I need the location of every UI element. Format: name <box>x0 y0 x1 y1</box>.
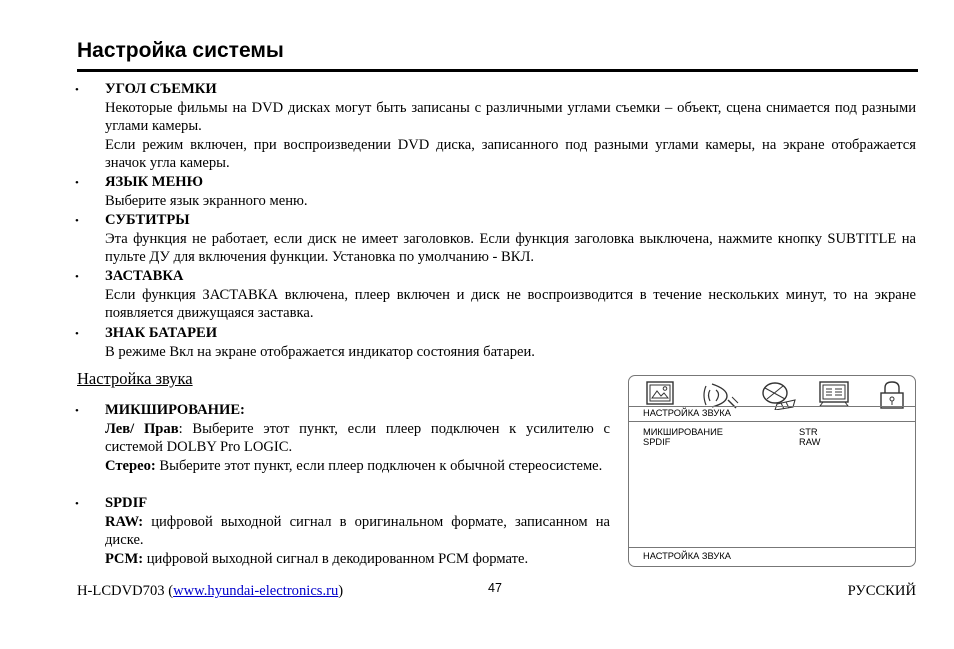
item-heading: СУБТИТРЫ <box>105 212 190 228</box>
bullet: • <box>75 328 79 340</box>
footer-model <box>77 582 343 600</box>
list-item <box>75 173 916 210</box>
page-number: 47 <box>488 581 502 595</box>
lock-icon <box>877 380 907 415</box>
item-heading: ЗАСТАВКА <box>105 268 184 284</box>
osd-row-value: STR <box>799 427 818 437</box>
option-label: PCM: <box>105 550 144 567</box>
item-text <box>105 550 610 569</box>
option-label: RAW: <box>105 513 144 530</box>
osd-row-label: МИКШИРОВАНИЕ <box>643 427 723 437</box>
item-text: Выберите язык экранного меню. <box>105 192 308 209</box>
list-item <box>75 494 610 568</box>
bullet: • <box>75 84 79 96</box>
item-text: Если функция ЗАСТАВКА включена, плеер включен и диск не воспроизводится в течение нескольких минут, то на экране появляется движущаяся заставка. <box>105 286 916 322</box>
item-heading: SPDIF <box>105 495 148 511</box>
option-text: : Выберите этот пункт, если плеер подключен к усилителю с системой DOLBY Pro LOGIC. <box>105 420 610 456</box>
page-title: Настройка системы <box>77 39 284 62</box>
item-heading: ЯЗЫК МЕНЮ <box>105 174 204 190</box>
item-heading: ЗНАК БАТАРЕИ <box>105 325 218 341</box>
list-item <box>75 324 916 361</box>
item-text: Если режим включен, при воспроизведении DVD диска, записанного под разными углами камеры, на экране отображается значок угла камеры. <box>105 136 916 172</box>
website-link[interactable]: www.hyundai-electronics.ru <box>173 583 339 599</box>
option-label: Стерео: <box>105 457 156 474</box>
option-text: цифровой выходной сигнал в декодированном PCM формате. <box>143 550 529 567</box>
osd-divider <box>629 406 915 407</box>
list-item <box>75 80 916 173</box>
item-text: В режиме Вкл на экране отображается индикатор состояния батареи. <box>105 343 535 360</box>
footer-language: РУССКИЙ <box>847 583 916 599</box>
item-heading: УГОЛ СЪЕМКИ <box>105 81 217 97</box>
language-icon <box>817 380 853 413</box>
osd-divider <box>629 547 915 548</box>
osd-footer: НАСТРОЙКА ЗВУКА <box>643 551 731 561</box>
option-label: Лев/ Прав <box>105 420 179 437</box>
list-item <box>75 267 916 323</box>
audio-section-title: Настройка звука <box>77 369 193 388</box>
option-text: цифровой выходной сигнал в оригинальном формате, записанном на диске. <box>105 513 610 549</box>
bullet: • <box>75 177 79 189</box>
list-item <box>75 211 916 267</box>
bullet: • <box>75 215 79 227</box>
osd-row-value: RAW <box>799 437 821 447</box>
disc-icon <box>759 380 797 415</box>
model-name: H-LCDVD703 ( <box>77 583 174 599</box>
option-text: Выберите этот пункт, если плеер подключен к обычной стереосистеме. <box>155 457 603 474</box>
item-text <box>105 513 610 550</box>
item-text <box>105 420 610 457</box>
item-heading: МИКШИРОВАНИЕ: <box>105 402 245 418</box>
title-underline <box>77 69 918 72</box>
bullet: • <box>75 405 79 417</box>
model-name-end: ) <box>338 583 344 599</box>
osd-header: НАСТРОЙКА ЗВУКА <box>643 408 731 418</box>
list-item <box>75 401 610 475</box>
item-text <box>105 457 610 476</box>
bullet: • <box>75 498 79 510</box>
osd-menu-panel <box>628 375 916 567</box>
item-text: Эта функция не работает, если диск не имеет заголовков. Если функция заголовка выключена, нажмите кнопку SUBTITLE на пульте ДУ для включения функции. Установка по умолчанию - ВКЛ. <box>105 230 916 266</box>
osd-divider <box>629 421 915 422</box>
bullet: • <box>75 271 79 283</box>
item-text: Некоторые фильмы на DVD дисках могут быть записаны с различными углами съемки – объект, сцена снимается под разными углами камеры. <box>105 99 916 135</box>
osd-row-label: SPDIF <box>643 437 671 447</box>
